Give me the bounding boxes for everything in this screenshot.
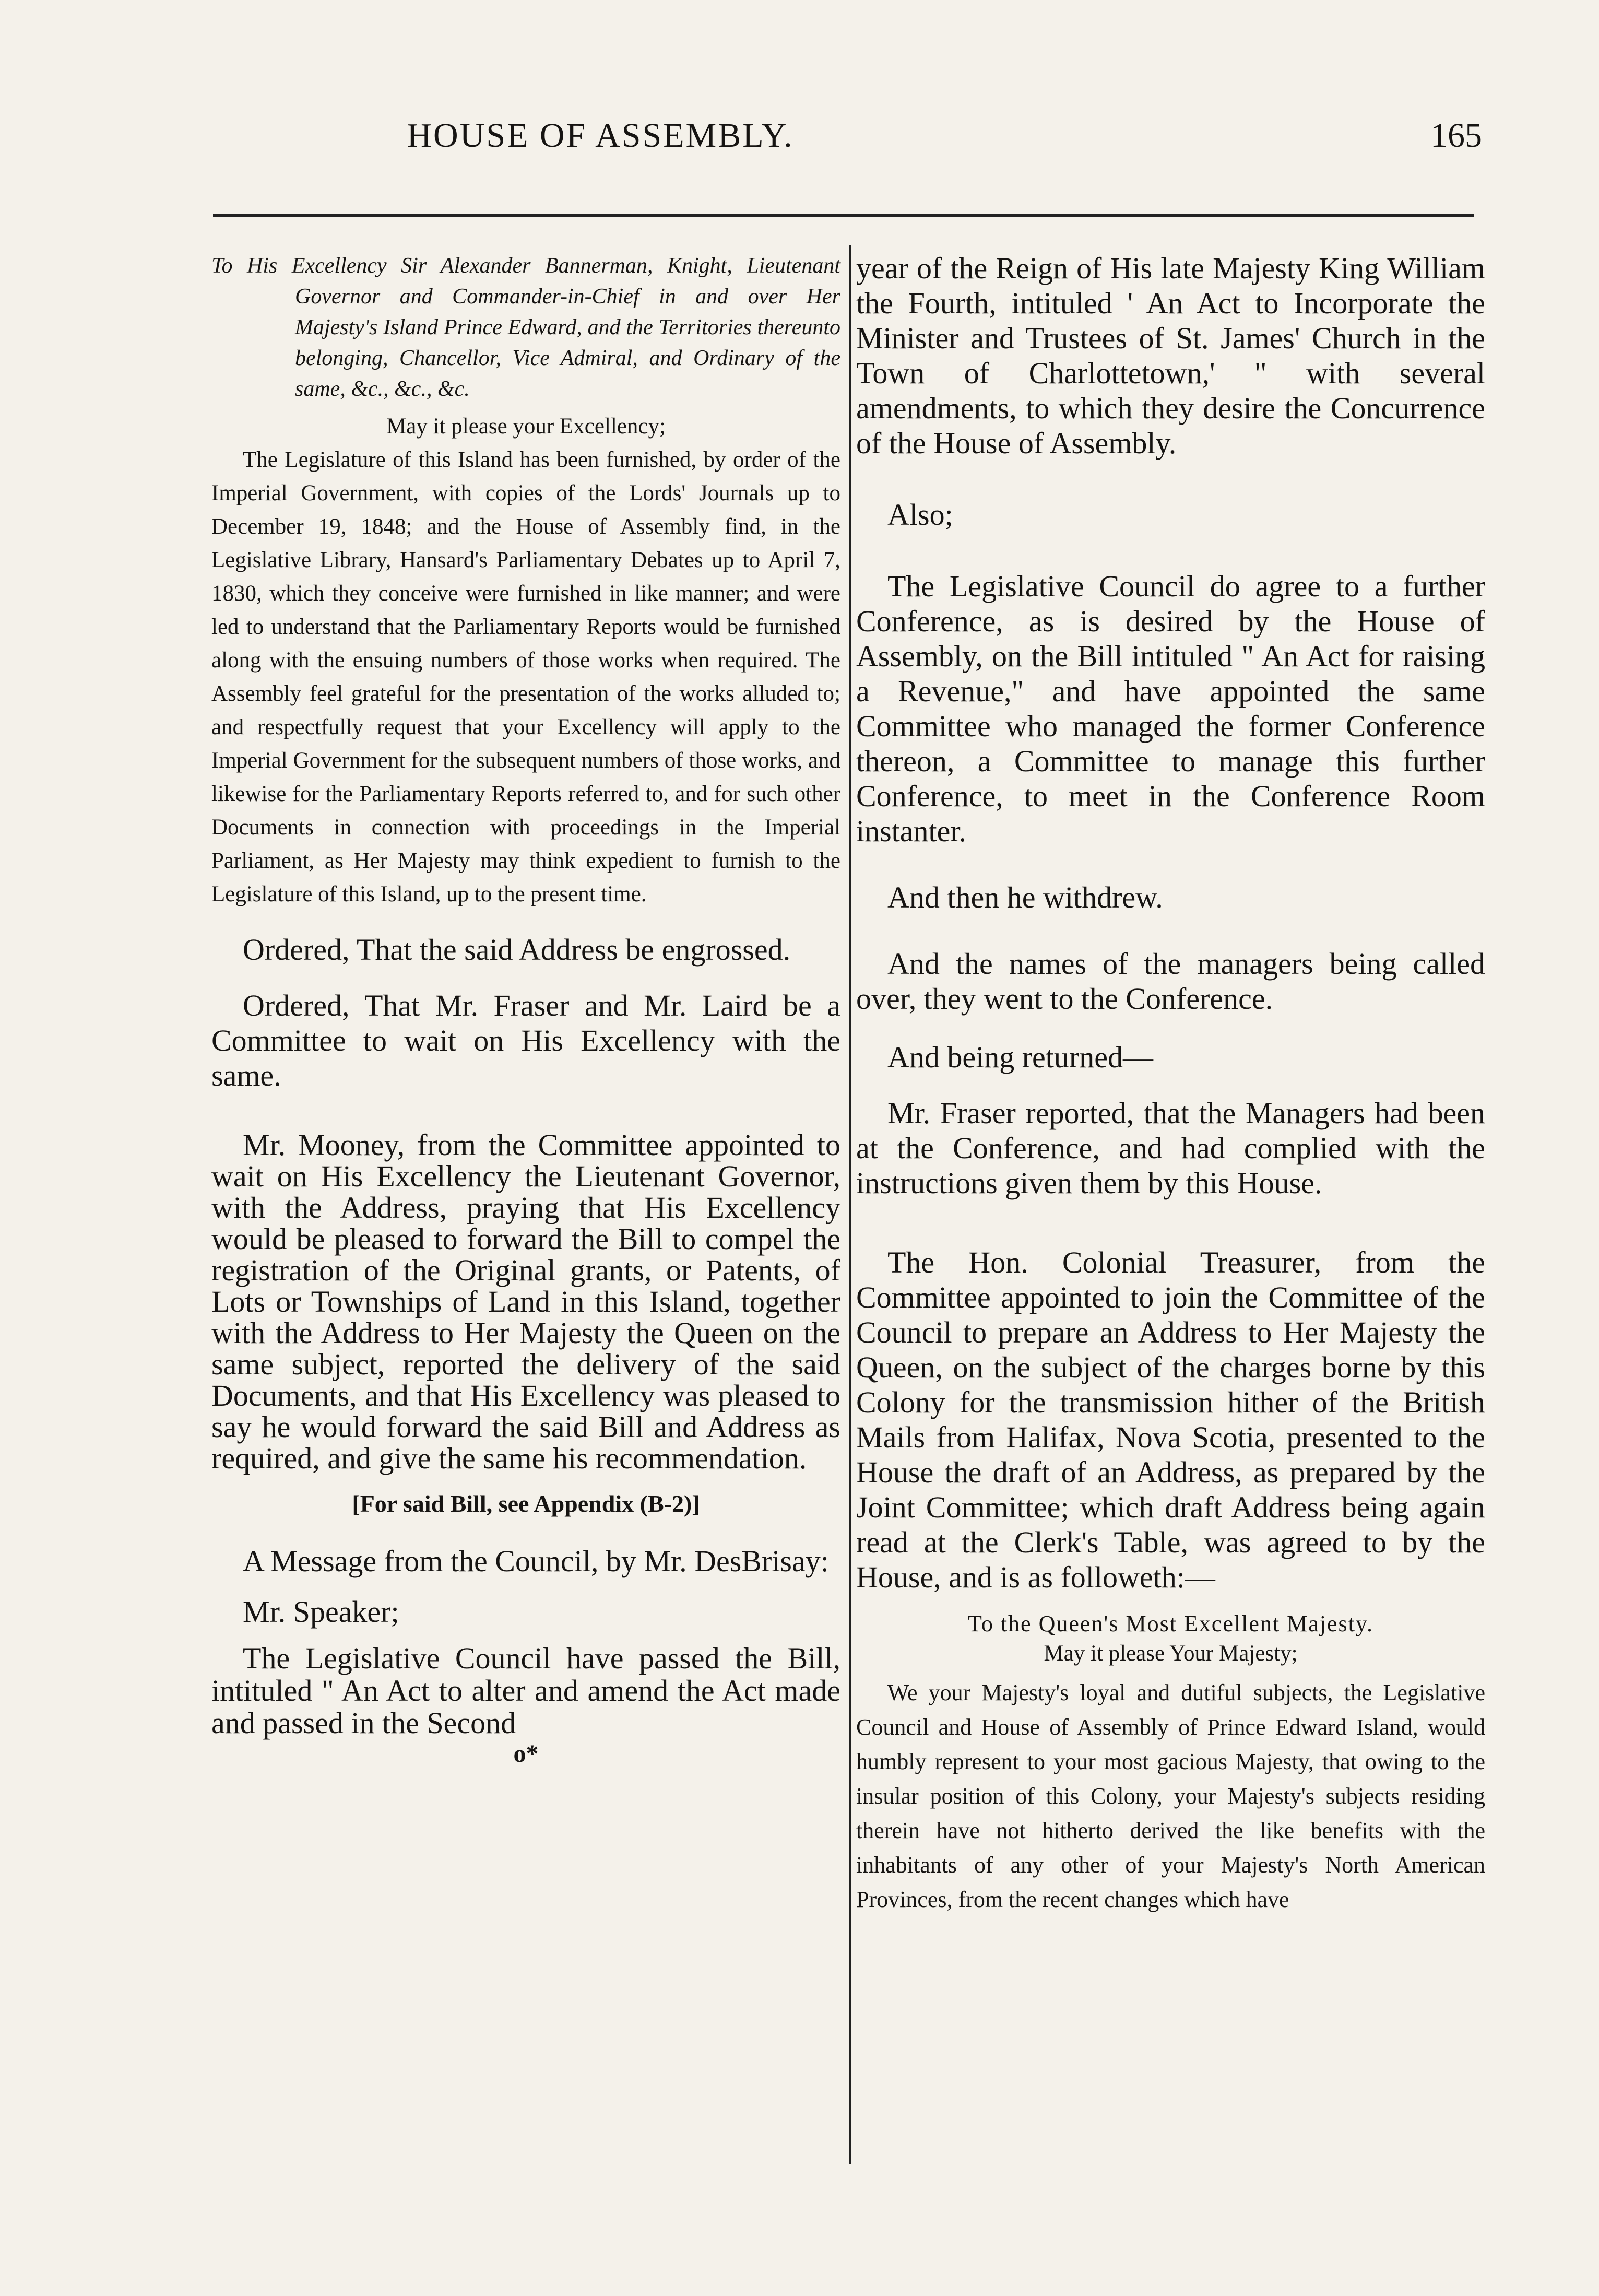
queen-address-heading: To the Queen's Most Excellent Majesty. bbox=[968, 1611, 1373, 1636]
fraser-report: Mr. Fraser reported, that the Managers had been at the Conference, and had complied with the instructions given them by this House. bbox=[856, 1096, 1485, 1200]
council-message: A Message from the Council, by Mr. DesBrisay: bbox=[243, 1544, 829, 1578]
council-passed-bill: The Legislative Council have passed the Bill, intituled " An Act to alter and amend the Act made and passed in the Second bbox=[211, 1641, 840, 1740]
page-number: 165 bbox=[1430, 116, 1482, 155]
column-divider bbox=[849, 245, 851, 2164]
withdrew-line: And then he withdrew. bbox=[887, 880, 1163, 914]
further-conference: The Legislative Council do agree to a further Conference, as is desired by the House of Assembly, on the Bill intituled " An Act for raising a Revenue," and have appointed the same Committee who managed the former Conference thereon, a Committee to manage this further Conference, to meet in the Conference Room instanter. bbox=[856, 569, 1485, 848]
address-salutation: May it please your Excellency; bbox=[386, 414, 666, 439]
header-rule bbox=[213, 214, 1474, 217]
speaker-address: Mr. Speaker; bbox=[243, 1595, 399, 1629]
bill-continuation: year of the Reign of His late Majesty King William the Fourth, intituled ' An Act to Incorporate the Minister and Trustees of St. James' Church in the Town of Charlottetown,' " with several amendments, to which they desire the Concurrence of the House of Assembly. bbox=[856, 251, 1485, 460]
managers-called: And the names of the managers being called over, they went to the Conference. bbox=[856, 947, 1485, 1016]
returned-line: And being returned— bbox=[887, 1040, 1153, 1074]
appendix-note: [For said Bill, see Appendix (B-2)] bbox=[352, 1490, 700, 1517]
page-header-title: HOUSE OF ASSEMBLY. bbox=[407, 116, 794, 155]
queen-address-body: We your Majesty's loyal and dutiful subjects, the Legislative Council and House of Assembly of Prince Edward Island, would humbly represent to your most gacious Majesty, that owing to the insular position of this Colony, your Majesty's subjects residing therein have not hitherto derived the like benefits with the inhabitants of any other of your Majesty's North American Provinces, from the recent changes which have bbox=[856, 1680, 1485, 1912]
signature-mark: o* bbox=[513, 1740, 539, 1768]
ordered-engrossed: Ordered, That the said Address be engrossed. bbox=[243, 933, 791, 967]
left-column bbox=[211, 251, 840, 1768]
treasurer-report: The Hon. Colonial Treasurer, from the Committee appointed to join the Committee of the Council to prepare an Address to Her Majesty the Queen, on the subject of the charges borne by this Colony for the transmission hither of the British Mails from Halifax, Nova Scotia, presented to the House the draft of an Address, as prepared by the Joint Committee; which draft Address being again read at the Clerk's Table, was agreed to by the House, and is as followeth:— bbox=[856, 1245, 1485, 1594]
mooney-report: Mr. Mooney, from the Committee appointed to wait on His Excellency the Lieutenant Governor, with the Address, praying that His Excellency would be pleased to forward the Bill to compel the registration of the Original grants, or Patents, of Lots or Townships of Land in this Island, together with the Address to Her Majesty the Queen on the same subject, reported the delivery of the said Documents, and that His Excellency was pleased to say he would forward the said Bill and Address as required, and give the same his recommendation. bbox=[211, 1128, 840, 1475]
right-column bbox=[856, 251, 1485, 1917]
also-line: Also; bbox=[887, 498, 953, 532]
address-body: The Legislature of this Island has been furnished, by order of the Imperial Government, with copies of the Lords' Journals up to December 19, 1848; and the House of Assembly find, in the Legislative Library, Hansard's Parliamentary Debates up to April 7, 1830, which they conceive were furnished in like manner; and were led to understand that the Parliamentary Reports would be furnished along with the ensuing numbers of those works when required. The Assembly feel grateful for the presentation of the works alluded to; and respectfully request that your Excellency will apply to the Imperial Government for the subsequent numbers of those works, and likewise for the Parliamentary Reports referred to, and for such other Documents in connection with proceedings in the Imperial Parliament, as Her Majesty may think expedient to furnish to the Legislature of this Island, up to the present time. bbox=[211, 448, 840, 906]
address-heading: To His Excellency Sir Alexander Bannerman, Knight, Lieutenant Governor and Commander-in-Chief in and over Her Majesty's Island Prince Edward, and the Territories thereunto belonging, Chancellor, Vice Admiral, and Ordinary of the same, &c., &c., &c. bbox=[211, 254, 840, 401]
ordered-committee: Ordered, That Mr. Fraser and Mr. Laird be a Committee to wait on His Excellency with the same. bbox=[211, 988, 840, 1092]
queen-salutation: May it please Your Majesty; bbox=[1044, 1641, 1298, 1666]
